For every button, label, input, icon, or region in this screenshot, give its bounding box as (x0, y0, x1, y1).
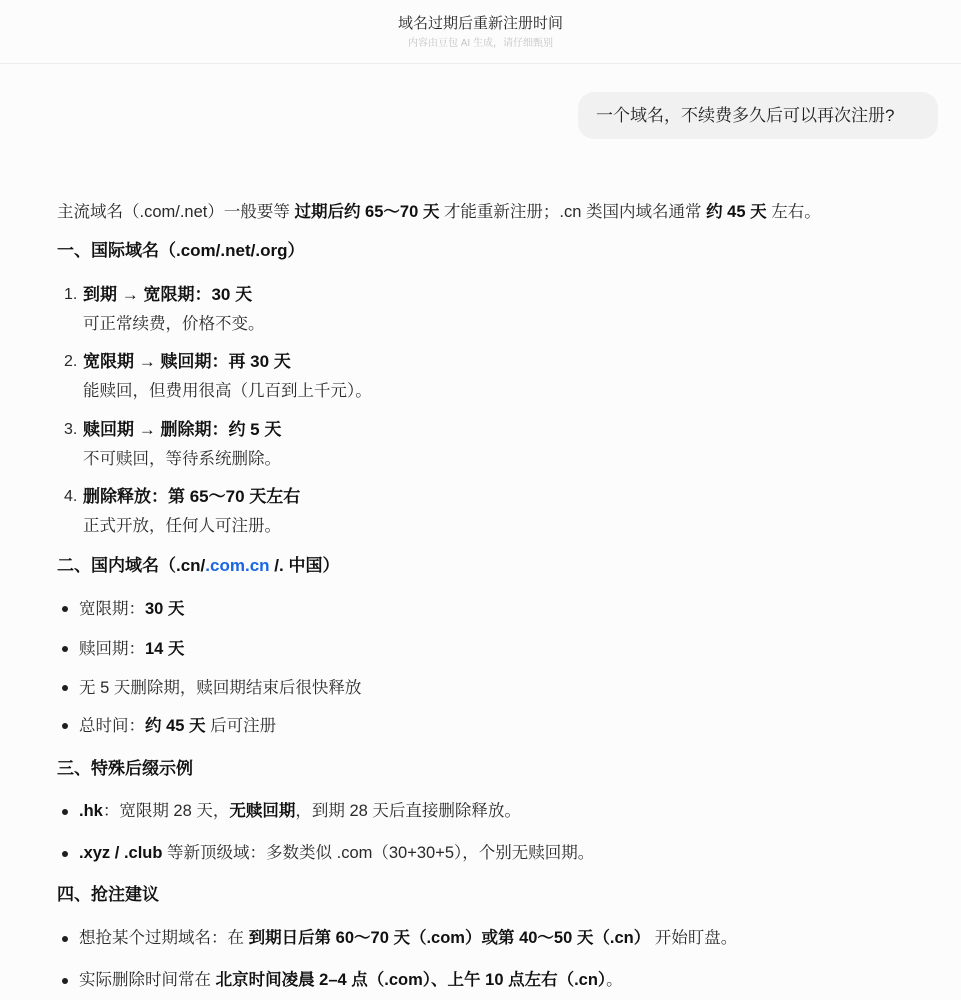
list-item (79, 637, 184, 661)
suffix-name: .hk (79, 802, 103, 820)
list-item (79, 926, 737, 950)
bullet-dot (62, 685, 68, 691)
heading-text: /. 中国） (269, 556, 340, 575)
conversation-title: 域名过期后重新注册时间 (397, 15, 563, 32)
section-heading-special-suffix: 三、特殊后缀示例 (57, 759, 193, 778)
heading-text: 二、国内域名（.cn/ (57, 556, 206, 575)
bullet-dot (62, 606, 68, 612)
intro-text: 左右。 (766, 203, 821, 221)
com-cn-link[interactable]: .com.cn (205, 556, 270, 575)
answer-intro (57, 200, 821, 224)
list-item-title: 赎回期 → 删除期：约 5 天 (83, 420, 282, 439)
item-text: 。 (606, 971, 623, 989)
section-heading-international: 一、国际域名（.com/.net/.org） (57, 241, 305, 260)
list-item (79, 799, 521, 823)
list-number: 2. (64, 353, 78, 370)
item-value: 14 天 (145, 640, 185, 658)
item-text: ：宽限期 28 天， (102, 802, 230, 820)
bullet-dot (62, 723, 68, 729)
item-value: 约 45 天 (145, 717, 206, 735)
item-value: 30 天 (145, 600, 185, 618)
bullet-dot (62, 978, 68, 984)
list-item-body: 能赎回，但费用很高（几百到上千元）。 (83, 382, 372, 400)
item-label: 宽限期： (79, 600, 145, 618)
list-item (79, 968, 623, 992)
item-text: 实际删除时间常在 (79, 971, 216, 989)
list-item-title: 宽限期 → 赎回期：再 30 天 (83, 352, 291, 371)
item-text: 开始盯盘。 (650, 929, 738, 947)
user-message-bubble: 一个域名，不续费多久后可以再次注册? (578, 92, 938, 139)
conversation-header (0, 0, 961, 64)
list-number: 3. (64, 421, 78, 438)
item-text: 想抢某个过期域名：在 (79, 929, 249, 947)
list-item (79, 714, 276, 738)
section-heading-advice: 四、抢注建议 (57, 885, 159, 904)
item-label: 赎回期： (79, 640, 145, 658)
suffix-name: .xyz / .club (79, 844, 163, 862)
item-bold: 无赎回期 (229, 802, 296, 820)
list-item-body: 正式开放，任何人可注册。 (83, 517, 281, 535)
list-item (79, 676, 361, 700)
bullet-dot (62, 809, 68, 815)
item-bold: 北京时间凌晨 2–4 点（.com）、上午 10 点左右（.cn） (215, 971, 607, 989)
intro-text: 主流域名（.com/.net）一般要等 (57, 203, 295, 221)
item-bold: 到期日后第 60～70 天（.com）或第 40～50 天（.cn） (248, 929, 651, 947)
item-text: ，到期 28 天后直接删除释放。 (295, 802, 521, 820)
bullet-dot (62, 851, 68, 857)
intro-text: 才能重新注册；.cn 类国内域名通常 (439, 203, 707, 221)
item-text: 后可注册 (205, 717, 277, 735)
bullet-dot (62, 646, 68, 652)
section-heading-domestic (57, 554, 339, 578)
list-item-title: 到期 → 宽限期：30 天 (83, 285, 253, 304)
list-item-title: 删除释放：第 65～70 天左右 (83, 487, 301, 506)
list-item (79, 597, 184, 621)
list-number: 4. (64, 488, 78, 505)
item-label: 无 5 天删除期，赎回期结束后很快释放 (79, 679, 362, 697)
list-item-body: 可正常续费，价格不变。 (83, 315, 265, 333)
bullet-dot (62, 936, 68, 942)
intro-bold-cn: 约 45 天 (706, 203, 767, 221)
list-item-body: 不可赎回，等待系统删除。 (83, 450, 281, 468)
intro-bold-com: 过期后约 65～70 天 (294, 203, 440, 221)
item-label: 总时间： (79, 717, 145, 735)
list-item (79, 841, 594, 865)
list-number: 1. (64, 286, 78, 303)
ai-disclaimer: 内容由豆包 AI 生成，请仔细甄别 (407, 38, 553, 49)
item-text: 等新顶级域：多数类似 .com（30+30+5），个别无赎回期。 (162, 844, 595, 862)
